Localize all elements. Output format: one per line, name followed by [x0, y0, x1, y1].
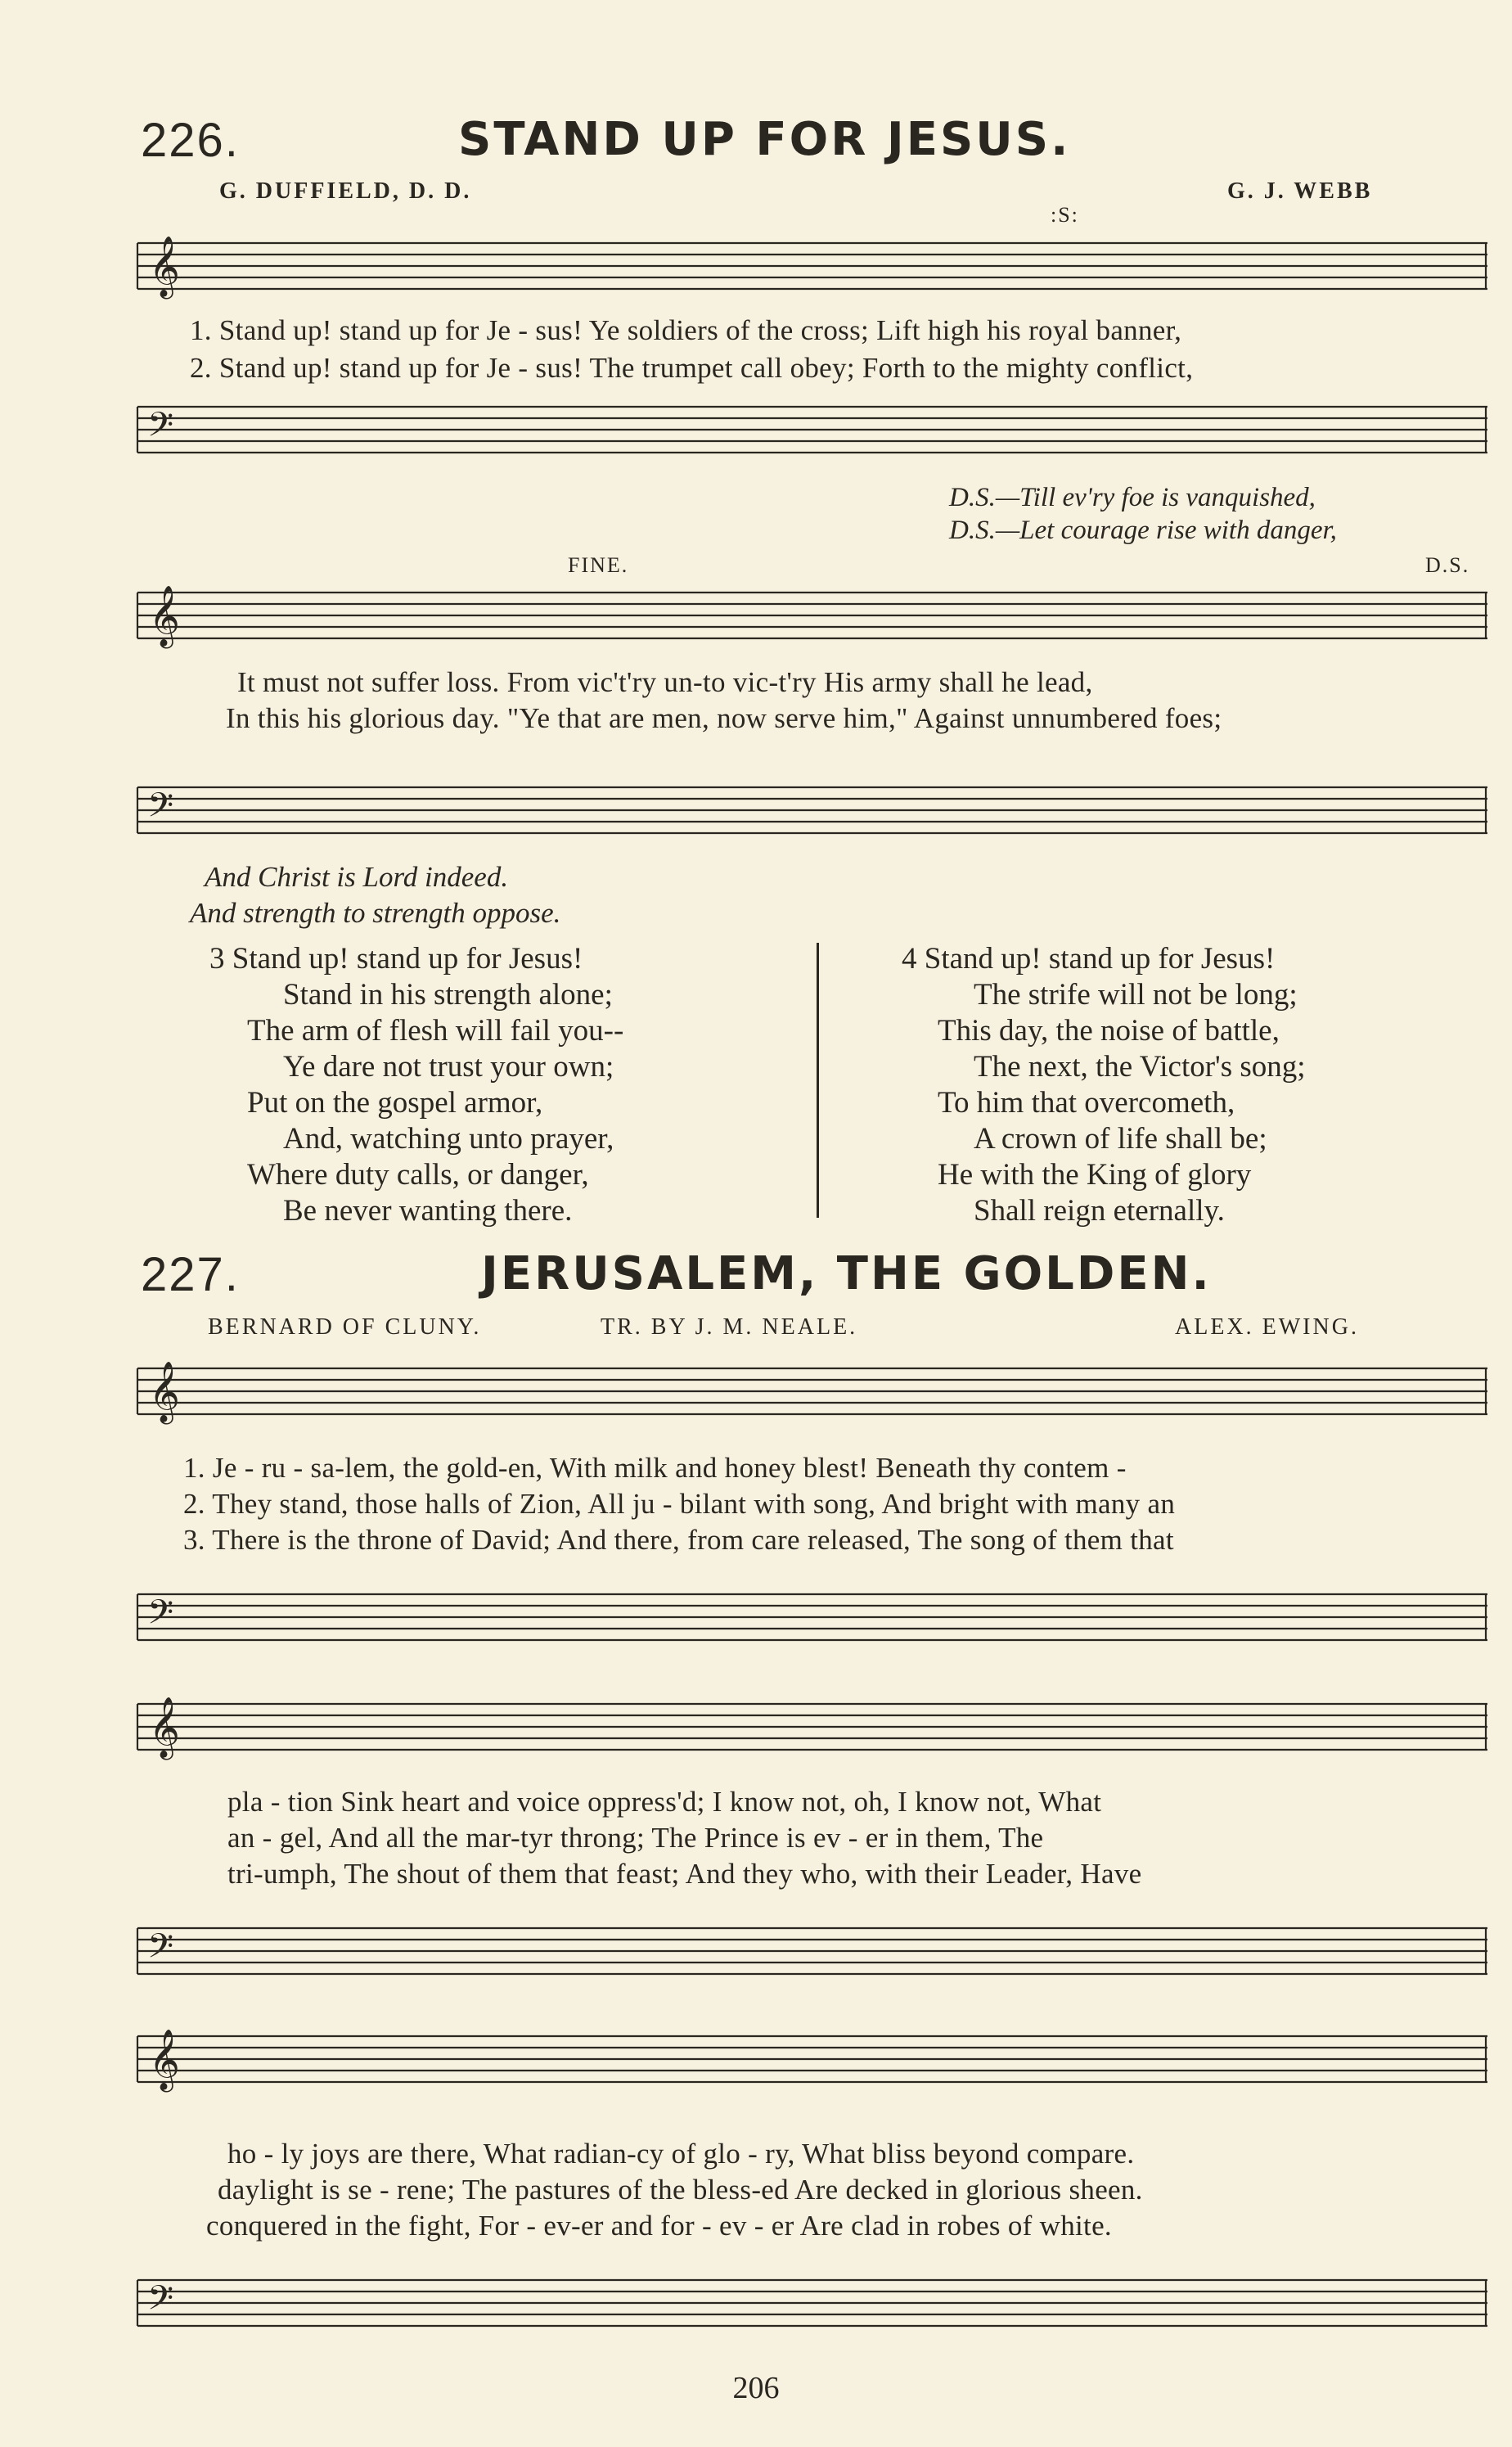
stanza-3: [209, 941, 623, 1229]
bass-staff: [137, 1593, 1487, 1642]
stanza-line: Be never wanting there.: [283, 1194, 573, 1228]
verse-2-lyric: 2. They stand, those halls of Zion, All ju - bilant with song, And bright with many an: [183, 1488, 1176, 1520]
bass-staff: [137, 786, 1487, 835]
ds-mark: D.S.: [1425, 553, 1470, 577]
fine-mark: FINE.: [568, 553, 629, 577]
svg-text:𝄞: 𝄞: [149, 237, 180, 297]
hymn-author: G. DUFFIELD, D. D.: [219, 178, 472, 204]
hymn-translator: TR. BY J. M. NEALE.: [601, 1314, 858, 1340]
hymn-number: 227.: [141, 1248, 240, 1301]
svg-text:𝄢: 𝄢: [147, 2278, 174, 2326]
svg-text:𝄢: 𝄢: [147, 1927, 174, 1974]
stanza-line: The arm of flesh will fail you--: [247, 1014, 624, 1048]
hymn-title: STAND UP FOR JESUS.: [458, 113, 1071, 166]
treble-staff: [137, 1697, 1487, 1758]
treble-staff: [137, 237, 1487, 297]
svg-text:𝄞: 𝄞: [149, 586, 180, 647]
svg-text:𝄢: 𝄢: [147, 405, 174, 453]
ds-ending-1: And Christ is Lord indeed.: [205, 861, 509, 893]
hymn-composer: ALEX. EWING.: [1175, 1314, 1359, 1340]
hymn-composer: G. J. WEBB: [1227, 178, 1373, 204]
treble-staff: [137, 1362, 1487, 1422]
stanza-line: Stand in his strength alone;: [283, 978, 613, 1012]
verse-3-lyric: tri-umph, The shout of them that feast; And they who, with their Leader, Have: [227, 1858, 1142, 1890]
stanza-line: Shall reign eternally.: [974, 1194, 1225, 1228]
stanza-line: And, watching unto prayer,: [283, 1122, 614, 1156]
verse-1-lyric: It must not suffer loss. From vic't'ry un-to vic-t'ry His army shall he lead,: [237, 666, 1093, 698]
verse-1-lyric: ho - ly joys are there, What radian-cy of glo - ry, What bliss beyond compare.: [227, 2138, 1135, 2170]
ds-line-1: D.S.—Till ev'ry foe is vanquished,: [949, 483, 1316, 512]
verse-3-lyric: 3. There is the throne of David; And there, from care released, The song of them that: [183, 1524, 1174, 1556]
stanza-line: 3 Stand up! stand up for Jesus!: [209, 942, 583, 976]
hymn-author: BERNARD OF CLUNY.: [208, 1314, 482, 1340]
verse-2-lyric: an - gel, And all the mar-tyr throng; The Prince is ev - er in them, The: [227, 1822, 1044, 1854]
treble-staff: [137, 2030, 1487, 2090]
stanza-line: Where duty calls, or danger,: [247, 1158, 589, 1192]
bass-staff: [137, 405, 1487, 454]
page-number: 206: [732, 2371, 780, 2405]
verse-2-lyric: daylight is se - rene; The pastures of the bless-ed Are decked in glorious sheen.: [218, 2174, 1143, 2206]
stanza-line: The next, the Victor's song;: [974, 1050, 1306, 1084]
svg-text:𝄞: 𝄞: [149, 1362, 180, 1422]
verse-1-lyric: pla - tion Sink heart and voice oppress'd; I know not, oh, I know not, What: [227, 1786, 1102, 1818]
hymn-title: JERUSALEM, THE GOLDEN.: [481, 1247, 1212, 1300]
ds-line-2: D.S.—Let courage rise with danger,: [949, 516, 1337, 545]
verse-3-lyric: conquered in the fight, For - ev-er and for - ev - er Are clad in robes of white.: [206, 2210, 1112, 2242]
bass-staff: [137, 1927, 1487, 1976]
stanza-line: Ye dare not trust your own;: [283, 1050, 614, 1084]
treble-staff: [137, 586, 1487, 647]
verse-2-lyric: 2. Stand up! stand up for Je - sus! The trumpet call obey; Forth to the mighty conflict,: [190, 352, 1194, 384]
stanza-line: To him that overcometh,: [938, 1086, 1235, 1120]
svg-text:𝄞: 𝄞: [149, 1697, 180, 1758]
verse-2-lyric: In this his glorious day. "Ye that are men, now serve him," Against unnumbered foes;: [226, 702, 1222, 734]
bass-staff: [137, 2278, 1487, 2328]
svg-text:𝄢: 𝄢: [147, 786, 174, 833]
segno-mark: :S:: [1051, 203, 1079, 227]
ds-ending-2: And strength to strength oppose.: [190, 897, 561, 929]
stanza-line: A crown of life shall be;: [974, 1122, 1267, 1156]
stanza-4: [902, 941, 1306, 1229]
stanza-line: He with the King of glory: [938, 1158, 1252, 1192]
stanza-line: The strife will not be long;: [974, 978, 1298, 1012]
svg-text:𝄞: 𝄞: [149, 2030, 180, 2090]
svg-text:𝄢: 𝄢: [147, 1593, 174, 1640]
stanza-line: This day, the noise of battle,: [938, 1014, 1280, 1048]
verse-1-lyric: 1. Je - ru - sa-lem, the gold-en, With milk and honey blest! Beneath thy contem -: [183, 1452, 1127, 1484]
stanza-line: 4 Stand up! stand up for Jesus!: [902, 942, 1276, 976]
stanza-divider: [817, 943, 819, 1218]
stanza-line: Put on the gospel armor,: [247, 1086, 543, 1120]
hymn-number: 226.: [141, 114, 240, 167]
verse-1-lyric: 1. Stand up! stand up for Je - sus! Ye soldiers of the cross; Lift high his royal banner,: [190, 314, 1182, 346]
